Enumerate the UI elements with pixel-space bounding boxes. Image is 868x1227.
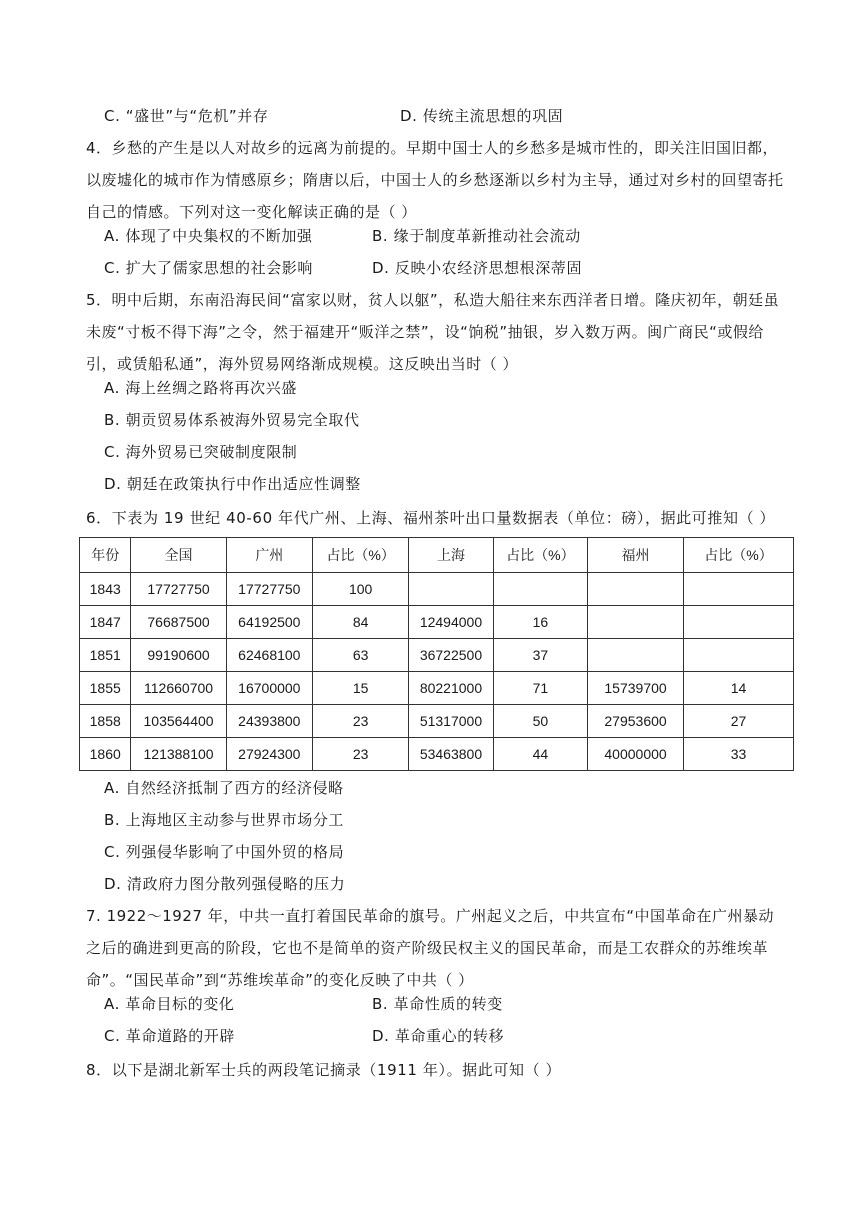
tea-export-table (79, 537, 794, 771)
table-cell: 63 (312, 639, 408, 672)
q5-option-a: A. 海上丝绸之路将再次兴盛 (104, 379, 297, 397)
table-cell (684, 639, 794, 672)
table-cell: 15 (312, 672, 408, 705)
table-cell: 62468100 (226, 639, 312, 672)
q4-question-text: 4．乡愁的产生是以人对故乡的远离为前提的。早期中国士人的乡愁多是城市性的，即关注旧国旧都，以废墟化的城市作为情感原乡；隋唐以后，中国士人的乡愁逐渐以乡村为主导，通过对乡村的回望寄托自己的情感。下列对这一变化解读正确的是（ ） (86, 139, 784, 221)
table-cell (588, 639, 684, 672)
table-cell: 24393800 (226, 705, 312, 738)
q4-option-d: D. 反映小农经济思想根深蒂固 (372, 259, 583, 277)
q4-option-a: A. 体现了中央集权的不断加强 (104, 227, 313, 245)
table-cell (588, 573, 684, 606)
table-cell: 17727750 (226, 573, 312, 606)
table-cell: 84 (312, 606, 408, 639)
q7-option-d: D. 革命重心的转移 (372, 1027, 505, 1045)
table-row (80, 606, 794, 639)
table-header-cell: 福州 (588, 538, 684, 573)
table-cell: 37 (493, 639, 587, 672)
table-cell (684, 606, 794, 639)
table-cell: 16 (493, 606, 587, 639)
q6-question-text: 6．下表为 19 世纪 40-60 年代广州、上海、福州茶叶出口量数据表（单位：磅），据此可推知（ ） (86, 509, 776, 527)
q5-option-b: B. 朝贡贸易体系被海外贸易完全取代 (104, 411, 360, 429)
table-cell: 53463800 (409, 738, 493, 771)
table-cell (684, 573, 794, 606)
table-cell: 23 (312, 705, 408, 738)
q7-option-b: B. 革命性质的转变 (372, 995, 503, 1013)
q6-option-d: D. 清政府力图分散列强侵略的压力 (104, 875, 346, 893)
table-cell (409, 573, 493, 606)
table-header-cell: 广州 (226, 538, 312, 573)
q7-option-c: C. 革命道路的开辟 (104, 1027, 236, 1045)
table-cell: 50 (493, 705, 587, 738)
table-cell: 1860 (80, 738, 131, 771)
table-header-row (80, 538, 794, 573)
q3-option-d: D. 传统主流思想的巩固 (400, 107, 564, 125)
q4-option-c: C. 扩大了儒家思想的社会影响 (104, 259, 314, 277)
table-cell: 1851 (80, 639, 131, 672)
table-cell: 44 (493, 738, 587, 771)
table-cell: 51317000 (409, 705, 493, 738)
table-cell: 76687500 (131, 606, 226, 639)
table-cell: 64192500 (226, 606, 312, 639)
q3-option-c: C. “盛世”与“危机”并存 (104, 107, 269, 125)
table-cell: 23 (312, 738, 408, 771)
table-cell: 40000000 (588, 738, 684, 771)
table-cell: 112660700 (131, 672, 226, 705)
table-row (80, 639, 794, 672)
table-header-cell: 全国 (131, 538, 226, 573)
q6-option-b: B. 上海地区主动参与世界市场分工 (104, 811, 345, 829)
table-cell: 17727750 (131, 573, 226, 606)
table-cell: 15739700 (588, 672, 684, 705)
table-row (80, 705, 794, 738)
table-header-cell: 占比（%） (684, 538, 794, 573)
table-header-cell: 上海 (409, 538, 493, 573)
q5-option-d: D. 朝廷在政策执行中作出适应性调整 (104, 475, 361, 493)
q6-option-a: A. 自然经济抵制了西方的经济侵略 (104, 779, 344, 797)
table-cell (493, 573, 587, 606)
q7-option-a: A. 革命目标的变化 (104, 995, 235, 1013)
table-cell: 27953600 (588, 705, 684, 738)
q5-option-c: C. 海外贸易已突破制度限制 (104, 443, 298, 461)
table-cell: 27 (684, 705, 794, 738)
q6-option-c: C. 列强侵华影响了中国外贸的格局 (104, 843, 345, 861)
table-cell: 103564400 (131, 705, 226, 738)
table-row (80, 573, 794, 606)
table-cell: 1855 (80, 672, 131, 705)
table-header-cell: 占比（%） (493, 538, 587, 573)
q4-option-b: B. 缘于制度革新推动社会流动 (372, 227, 581, 245)
table-cell: 100 (312, 573, 408, 606)
table-cell: 1858 (80, 705, 131, 738)
table-row (80, 738, 794, 771)
table-cell: 33 (684, 738, 794, 771)
table-header-cell: 年份 (80, 538, 131, 573)
table-cell: 27924300 (226, 738, 312, 771)
table-cell: 12494000 (409, 606, 493, 639)
table-cell: 80221000 (409, 672, 493, 705)
table-row (80, 672, 794, 705)
table-cell: 14 (684, 672, 794, 705)
q8-question-text: 8．以下是湖北新军士兵的两段笔记摘录（1911 年）。据此可知（ ） (86, 1061, 562, 1079)
table-cell: 1847 (80, 606, 131, 639)
table-cell (588, 606, 684, 639)
table-cell: 36722500 (409, 639, 493, 672)
table-cell: 16700000 (226, 672, 312, 705)
table-header-cell: 占比（%） (312, 538, 408, 573)
table-cell: 71 (493, 672, 587, 705)
table-cell: 99190600 (131, 639, 226, 672)
table-cell: 121388100 (131, 738, 226, 771)
q7-question-text: 7. 1922～1927 年，中共一直打着国民革命的旗号。广州起义之后，中共宣布“中国革命在广州暴动之后的确进到更高的阶段，它也不是简单的资产阶级民权主义的国民革命，而是工农群众的苏维埃革命”。“国民革命”到“苏维埃革命”的变化反映了中共（ ） (86, 907, 774, 989)
table-cell: 1843 (80, 573, 131, 606)
q5-question-text: 5．明中后期，东南沿海民间“富家以财，贫人以躯”，私造大船往来东西洋者日增。隆庆初年，朝廷虽未废“寸板不得下海”之令，然于福建开“贩洋之禁”，设“饷税”抽银，岁入数万两。闽广商民“或假给引，或赁船私通”，海外贸易网络渐成规模。这反映出当时（ ） (86, 291, 780, 373)
